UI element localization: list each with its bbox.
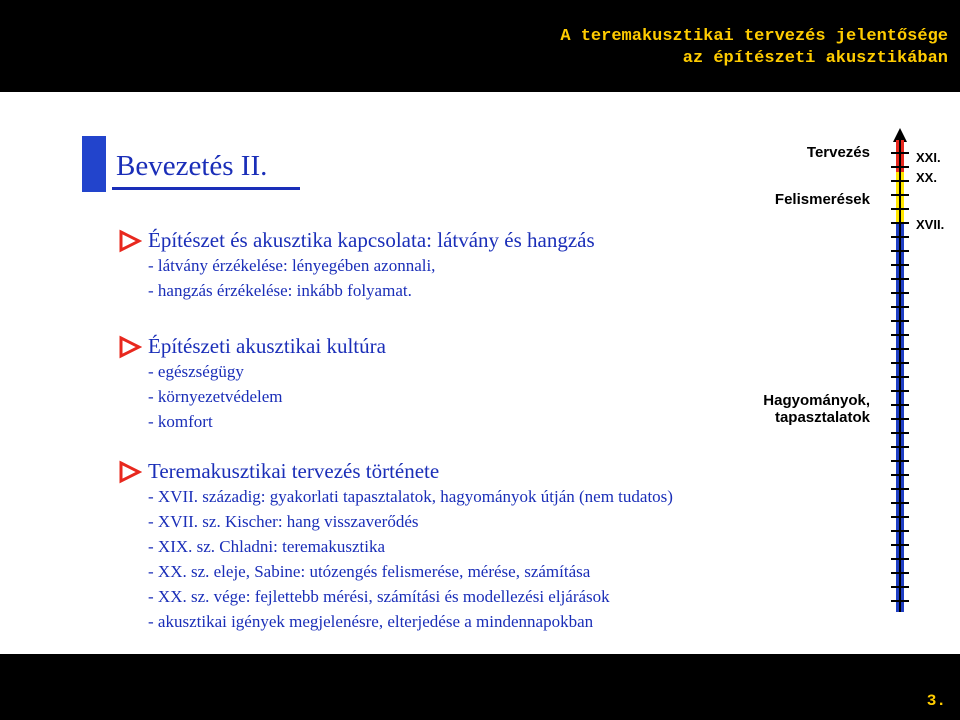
timeline-tick — [891, 446, 909, 448]
timeline-tick — [891, 474, 909, 476]
heading-accent-block — [82, 136, 106, 192]
timeline-tick — [891, 348, 909, 350]
list-item: - XVII. századig: gyakorlati tapasztalatok, hagyományok útján (nem tudatos) — [148, 487, 673, 506]
timeline-tick — [891, 516, 909, 518]
timeline-tick — [891, 222, 909, 224]
timeline-tick — [891, 166, 909, 168]
timeline-tick — [891, 334, 909, 336]
list-item: - látvány érzékelése: lényegében azonnali, — [148, 256, 436, 275]
section-heading: Teremakusztikai tervezés története — [148, 459, 440, 483]
timeline-tick — [891, 404, 909, 406]
list-item: - akusztikai igények megjelenésre, elterjedése a mindennapokban — [148, 612, 594, 631]
timeline-tick — [891, 586, 909, 588]
era-label-21st: XXI. — [916, 150, 941, 165]
slide-title — [560, 26, 948, 70]
timeline-tick — [891, 236, 909, 238]
page-heading: Bevezetés II. — [116, 150, 268, 182]
slide-title-line1: A teremakusztikai tervezés jelentősége — [560, 27, 948, 46]
timeline-tick — [891, 306, 909, 308]
timeline-tick — [891, 544, 909, 546]
triangle-bullet-icon — [118, 229, 142, 253]
triangle-bullet-icon — [118, 335, 142, 359]
list-item: - hangzás érzékelése: inkább folyamat. — [148, 281, 412, 300]
section-architecture-acoustics — [118, 228, 595, 303]
era-label-20th: XX. — [916, 170, 937, 185]
timeline-tick — [891, 530, 909, 532]
timeline-tick — [891, 488, 909, 490]
timeline-tick — [891, 250, 909, 252]
triangle-bullet-icon — [118, 460, 142, 484]
timeline-tick — [891, 572, 909, 574]
header-bar — [0, 0, 960, 92]
timeline-tick — [891, 292, 909, 294]
timeline-label-traditions-line1: Hagyományok, — [763, 392, 870, 409]
timeline-tick — [891, 278, 909, 280]
timeline-tick — [891, 264, 909, 266]
list-item: - XX. sz. vége: fejlettebb mérési, számítási és modellezési eljárások — [148, 587, 610, 606]
page-number: 3. — [926, 692, 946, 710]
section-acoustic-culture — [118, 334, 386, 434]
timeline-label-discoveries: Felismerések — [774, 191, 870, 208]
section-heading: Építészeti akusztikai kultúra — [148, 334, 386, 358]
timeline-tick — [891, 194, 909, 196]
section-heading-emphasis: látvány és hangzás — [437, 228, 595, 252]
section-heading — [148, 228, 595, 253]
timeline-label-traditions-line2: tapasztalatok — [774, 409, 870, 426]
list-item: - XIX. sz. Chladni: teremakusztika — [148, 537, 385, 556]
heading-underline — [112, 187, 300, 190]
timeline-tick — [891, 390, 909, 392]
timeline-tick — [891, 600, 909, 602]
list-item: - XX. sz. eleje, Sabine: utózengés felismerése, mérése, számítása — [148, 562, 591, 581]
timeline-tick — [891, 502, 909, 504]
section-design-history — [118, 459, 673, 634]
timeline-tick — [891, 320, 909, 322]
timeline-tick — [891, 180, 909, 182]
timeline-tick — [891, 362, 909, 364]
timeline-tick — [891, 208, 909, 210]
timeline-tick — [891, 432, 909, 434]
section-heading-plain: Építészet és akusztika kapcsolata: — [148, 228, 438, 252]
timeline-tick — [891, 152, 909, 154]
timeline-tick — [891, 376, 909, 378]
list-item: - XVII. sz. Kischer: hang visszaverődés — [148, 512, 419, 531]
list-item: - környezetvédelem — [148, 387, 283, 406]
timeline-label-design: Tervezés — [806, 144, 870, 161]
timeline-label-traditions — [763, 392, 870, 426]
era-label-17th: XVII. — [916, 217, 945, 232]
footer-bar — [0, 654, 960, 720]
list-item: - egészségügy — [148, 362, 244, 381]
list-item: - komfort — [148, 412, 213, 431]
timeline-tick — [891, 418, 909, 420]
timeline-tick — [891, 558, 909, 560]
timeline-tick — [891, 460, 909, 462]
slide-title-line2: az építészeti akusztikában — [682, 49, 948, 68]
